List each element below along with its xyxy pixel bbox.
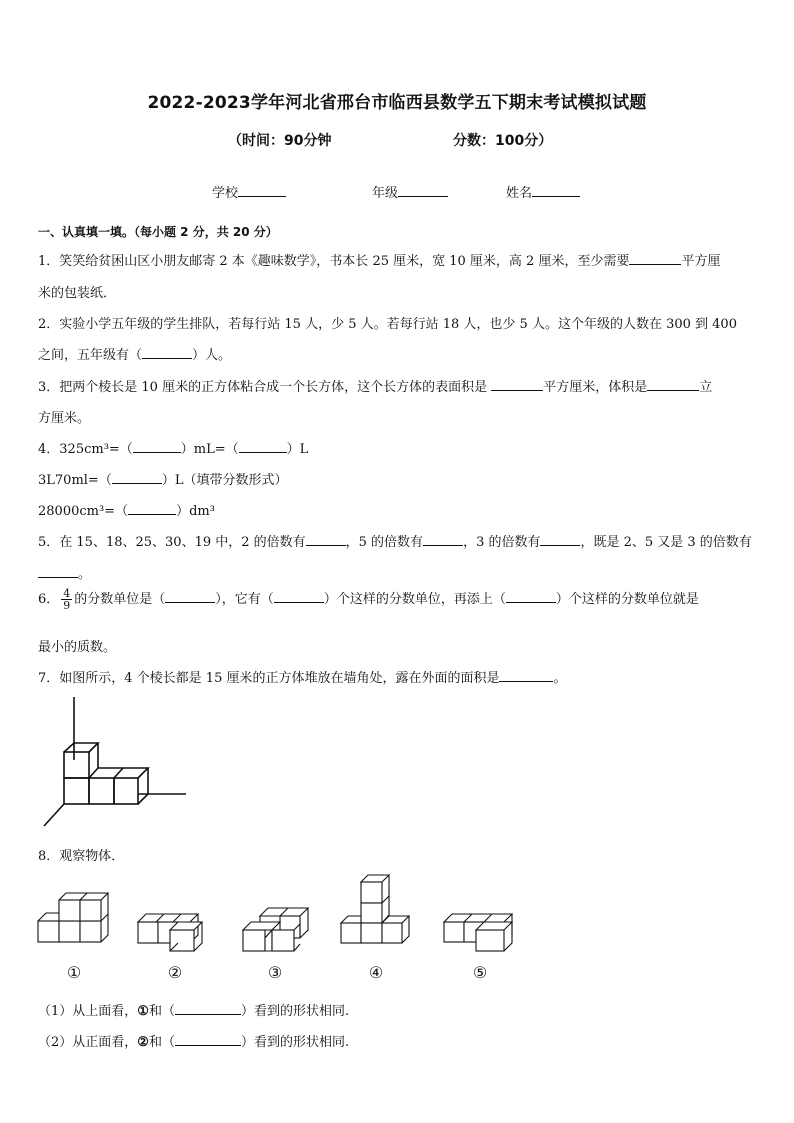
figure-label-1: ① — [66, 963, 82, 982]
q8-sub1-ref: ① — [137, 1004, 149, 1019]
solid-figure-2 — [138, 914, 202, 951]
q8-sub2-text-a: （2）从正面看， — [38, 1035, 138, 1050]
solid-figure-5 — [444, 914, 512, 951]
figure-label-2: ② — [167, 963, 183, 982]
q6-number: 6． — [38, 592, 60, 607]
q5-text-a: 5．在 15、18、25、30、19 中，2 的倍数有 — [38, 535, 306, 550]
exam-score: 分数：100分） — [453, 133, 553, 149]
question-1-line-2: 米的包装纸． — [38, 286, 117, 301]
q8-sub2-ref: ② — [137, 1035, 149, 1050]
q4-text-f: 28000cm³=（ — [38, 504, 129, 519]
q6-text-c: ）个这样的分数单位，再添上（ — [323, 592, 506, 607]
question-8-heading: 8．观察物体． — [38, 849, 125, 864]
q3-text-a: 3．把两个棱长是 10 厘米的正方体粘合成一个长方体，这个长方体的表面积是 — [38, 380, 488, 395]
q4-text-d: 3L70ml=（ — [38, 473, 112, 488]
solid-figure-4 — [341, 875, 409, 943]
school-label: 学校 — [212, 186, 239, 201]
question-8-sub-2 — [38, 1031, 349, 1050]
q6-text-b: ），它有（ — [215, 592, 274, 607]
q8-sub2-text-d: ）看到的形状相同. — [240, 1035, 350, 1050]
q8-sub1-text-d: ）看到的形状相同. — [240, 1004, 350, 1019]
solid-figure-3 — [243, 908, 308, 951]
fraction-numerator: 4 — [63, 587, 71, 600]
q4-text-e: ）L（填带分数形式） — [161, 473, 288, 488]
question-2-line-1: 2．实验小学五年级的学生排队，若每行站 15 人，少 5 人。若每行站 18 人，也少 5 人。这个年级的人数在 300 到 400 — [38, 317, 737, 332]
figure-label-5: ⑤ — [472, 963, 488, 982]
q2-text-a: 之间，五年级有（ — [38, 348, 143, 363]
q5-text-c: ，3 的倍数有 — [463, 535, 541, 550]
section-heading: 一、认真填一填。（每小题 2 分，共 20 分） — [38, 225, 278, 239]
q1-text-a: 1．笑笑给贫困山区小朋友邮寄 2 本《趣味数学》，书本长 25 厘米，宽 10 厘米，高 2 厘米，至少需要 — [38, 254, 630, 269]
q4-text-a: 4．325cm³=（ — [38, 442, 133, 457]
q6-text-a: 的分数单位是（ — [74, 592, 166, 607]
q2-text-b: ）人。 — [192, 348, 232, 363]
q6-text-d: ）个这样的分数单位就是 — [555, 592, 699, 607]
q7-text-a: 7．如图所示，4 个棱长都是 15 厘米的正方体堆放在墙角处，露在外面的面积是 — [38, 671, 500, 686]
q1-text-b: 平方厘 — [681, 254, 721, 269]
q5-text-e: 。 — [78, 567, 92, 582]
fraction-denominator: 9 — [63, 599, 71, 612]
q8-sub1-blank[interactable] — [175, 1002, 241, 1015]
q4-text-c: ）L — [286, 442, 309, 457]
q8-sub2-text-c: 和（ — [148, 1035, 175, 1050]
question-6-line-2: 最小的质数。 — [38, 640, 117, 655]
question-8-sub-1 — [38, 1000, 349, 1019]
q8-sub2-blank[interactable] — [175, 1033, 241, 1046]
name-label: 姓名 — [506, 186, 533, 201]
q3-text-c: 立 — [699, 380, 713, 395]
solid-figure-1 — [38, 893, 108, 942]
q4-text-g: ）dm³ — [176, 504, 215, 519]
q7-text-b: 。 — [553, 671, 567, 686]
figure-label-3: ③ — [267, 963, 283, 982]
q5-text-d: ，既是 2、5 又是 3 的倍数有 — [580, 535, 752, 550]
q8-sub1-text-c: 和（ — [148, 1004, 175, 1019]
q3-text-b: 平方厘米，体积是 — [543, 380, 648, 395]
grade-label: 年级 — [372, 186, 399, 201]
q5-text-b: ，5 的倍数有 — [345, 535, 424, 550]
page-title: 2022-2023学年河北省邢台市临西县数学五下期末考试模拟试题 — [147, 93, 647, 113]
exam-time: （时间：90分钟 — [228, 133, 332, 149]
figure-label-4: ④ — [368, 963, 384, 982]
q8-sub1-text-a: （1）从上面看， — [38, 1004, 138, 1019]
question-3-line-2: 方厘米。 — [38, 411, 91, 426]
q4-text-b: ）mL=（ — [180, 442, 239, 457]
